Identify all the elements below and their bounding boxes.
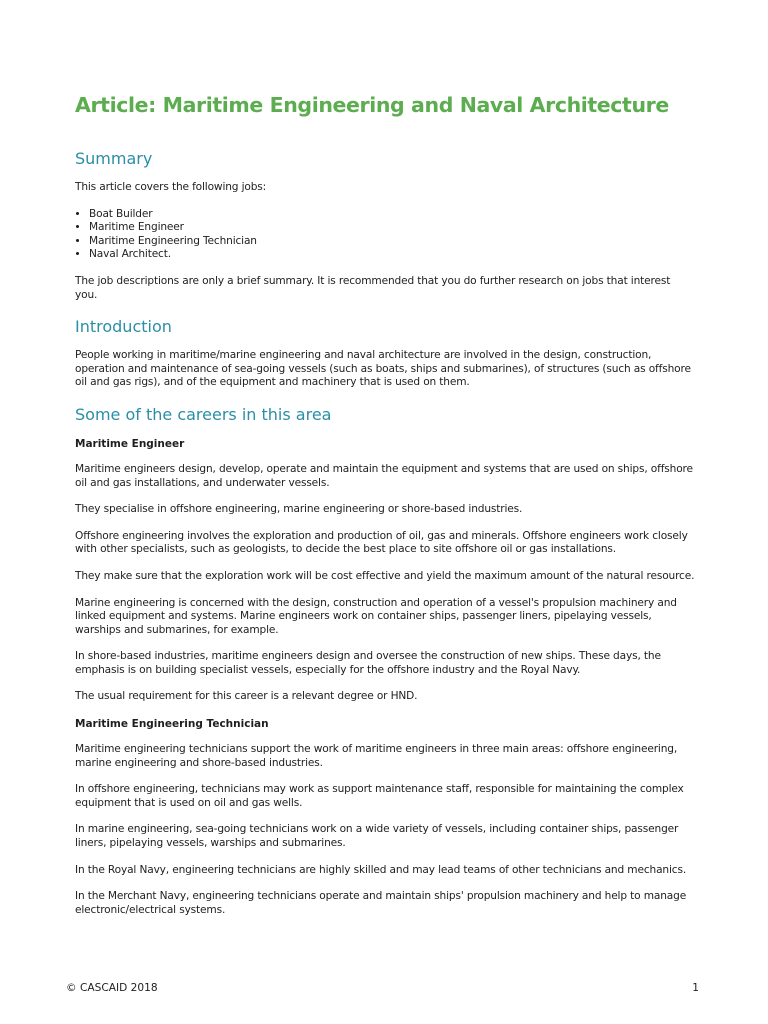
footer-page-number: 1 <box>692 982 699 994</box>
summary-intro: This article covers the following jobs: <box>75 181 267 193</box>
article-title: Article: Maritime Engineering and Naval Architecture <box>75 93 669 117</box>
paragraph: In shore-based industries, maritime engineers design and oversee the construction of new ships. These days, the emphasis is on building specialist vessels, especially for the offshore industry and the Royal Navy. <box>75 650 661 676</box>
introduction-heading: Introduction <box>75 317 172 337</box>
introduction-text: People working in maritime/marine engineering and naval architecture are involved in the design, construction, operation and maintenance of sea-going vessels (such as boats, ships and submarines), of structures (such as offshore oil and gas rigs), and of the equipment and machinery that is used on them. <box>75 349 691 389</box>
paragraph: In the Royal Navy, engineering technicians are highly skilled and may lead teams of other technicians and mechanics. <box>75 863 687 876</box>
paragraph: In the Merchant Navy, engineering technicians operate and maintain ships' propulsion machinery and help to manage electronic/electrical systems. <box>75 890 687 916</box>
document-page <box>75 90 695 930</box>
paragraph: The usual requirement for this career is a relevant degree or HND. <box>75 690 418 703</box>
paragraph: They make sure that the exploration work will be cost effective and yield the maximum amount of the natural resource. <box>75 569 695 582</box>
paragraph: Maritime engineers design, develop, operate and maintain the equipment and systems that are used on ships, offshore oil and gas installations, and underwater vessels. <box>75 462 693 489</box>
list-item: • Maritime Engineering Technician <box>89 235 695 249</box>
technician-heading: Maritime Engineering Technician <box>75 718 269 731</box>
careers-heading: Some of the careers in this area <box>75 404 332 424</box>
paragraph: They specialise in offshore engineering, marine engineering or shore-based industries. <box>75 503 523 516</box>
summary-note: The job descriptions are only a brief summary. It is recommended that you do further research on jobs that interest you. <box>75 274 671 301</box>
paragraph: In marine engineering, sea-going technicians work on a wide variety of vessels, including container ships, passenger liners, pipelaying vessels, warships and submarines. <box>75 823 679 850</box>
list-item: • Boat Builder <box>89 208 695 222</box>
footer-copyright: © CASCAID 2018 <box>66 982 158 994</box>
paragraph: Offshore engineering involves the exploration and production of oil, gas and minerals. Offshore engineers work closely with other specialists, such as geologists, to decide the best place to site offshore oil or gas installations. <box>75 529 688 556</box>
jobs-list <box>75 208 695 262</box>
list-item: • Naval Architect. <box>89 248 695 262</box>
paragraph: Marine engineering is concerned with the design, construction and operation of a vessel's propulsion machinery and linked equipment and systems. Marine engineers work on container ships, passenger liners, pipelaying vessels, warships and submarines, for example. <box>75 596 677 636</box>
list-item: • Maritime Engineer <box>89 221 695 235</box>
paragraph: In offshore engineering, technicians may work as support maintenance staff, responsible for maintaining the complex equipment that is used on oil and gas wells. <box>75 783 684 809</box>
paragraph: Maritime engineering technicians support the work of maritime engineers in three main areas: offshore engineering, marine engineering and shore-based industries. <box>75 743 678 769</box>
summary-heading: Summary <box>75 149 153 168</box>
maritime-engineer-heading: Maritime Engineer <box>75 437 185 450</box>
